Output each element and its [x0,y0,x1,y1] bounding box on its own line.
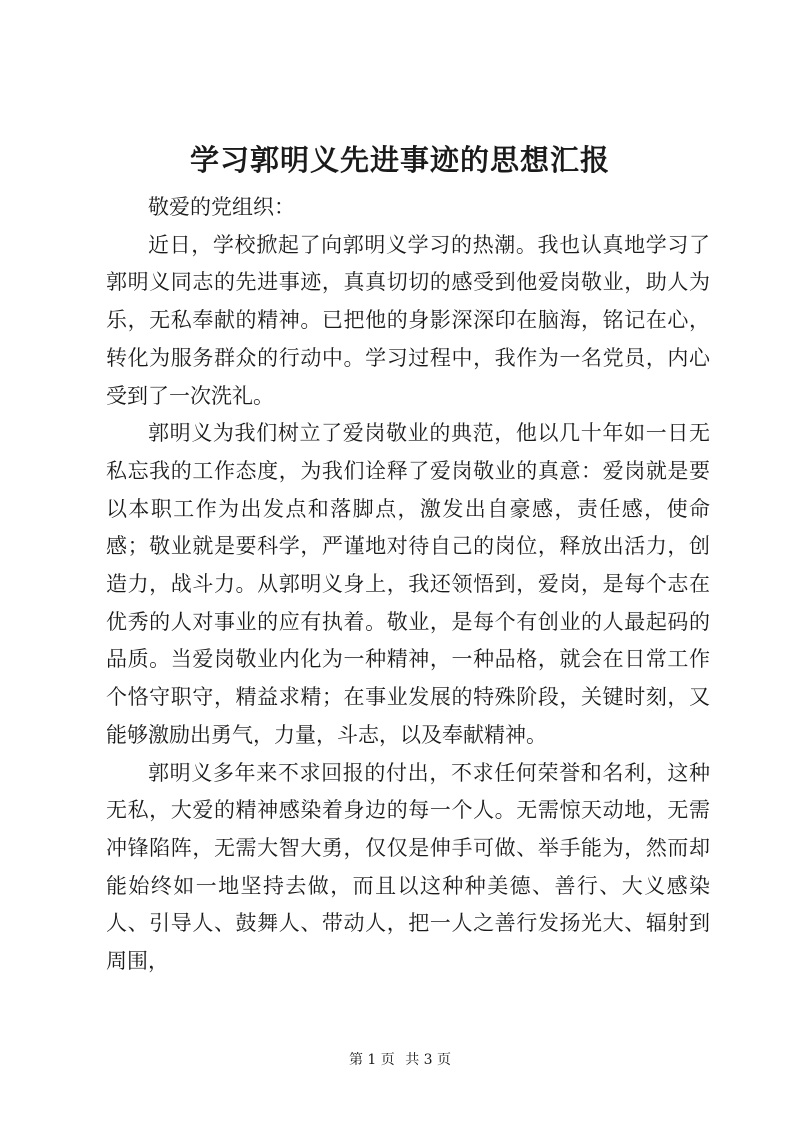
page-total: 共 3 页 [405,1052,452,1068]
page-footer [0,1050,800,1070]
salutation: 敬爱的党组织： [148,195,295,219]
page-number: 第 1 页 [348,1052,395,1068]
document-title: 学习郭明义先进事迹的思想汇报 [189,143,610,177]
paragraph-2: 郭明义为我们树立了爱岗敬业的典范，他以几十年如一日无私忘我的工作态度，为我们诠释了爱岗敬业的真意：爱岗就是要以本职工作为出发点和落脚点，激发出自豪感，责任感，使命感；敬业就是要科学，严谨地对待自己的岗位，释放出活力，创造力，战斗力。从郭明义身上，我还领悟到，爱岗，是每个志在优秀的人对事业的应有执着。敬业，是每个有创业的人最起码的品质。当爱岗敬业内化为一种精神，一种品格，就会在日常工作个恪守职守，精益求精；在事业发展的特殊阶段，关键时刻，又能够激励出勇气，力量，斗志，以及奉献精神。 [106,421,710,747]
paragraph-1: 近日，学校掀起了向郭明义学习的热潮。我也认真地学习了郭明义同志的先进事迹，真真切切的感受到他爱岗敬业，助人为乐，无私奉献的精神。已把他的身影深深印在脑海，铭记在心，转化为服务群众的行动中。学习过程中，我作为一名党员，内心受到了一次洗礼。 [106,232,710,408]
paragraph-3: 郭明义多年来不求回报的付出，不求任何荣誉和名利，这种无私，大爱的精神感染着身边的每一个人。无需惊天动地，无需冲锋陷阵，无需大智大勇，仅仅是伸手可做、举手能为，然而却能始终如一地坚持去做，而且以这种种美德、善行、大义感染人、引导人、鼓舞人、带动人，把一人之善行发扬光大、辐射到周围， [106,760,710,974]
document-body [106,189,710,981]
